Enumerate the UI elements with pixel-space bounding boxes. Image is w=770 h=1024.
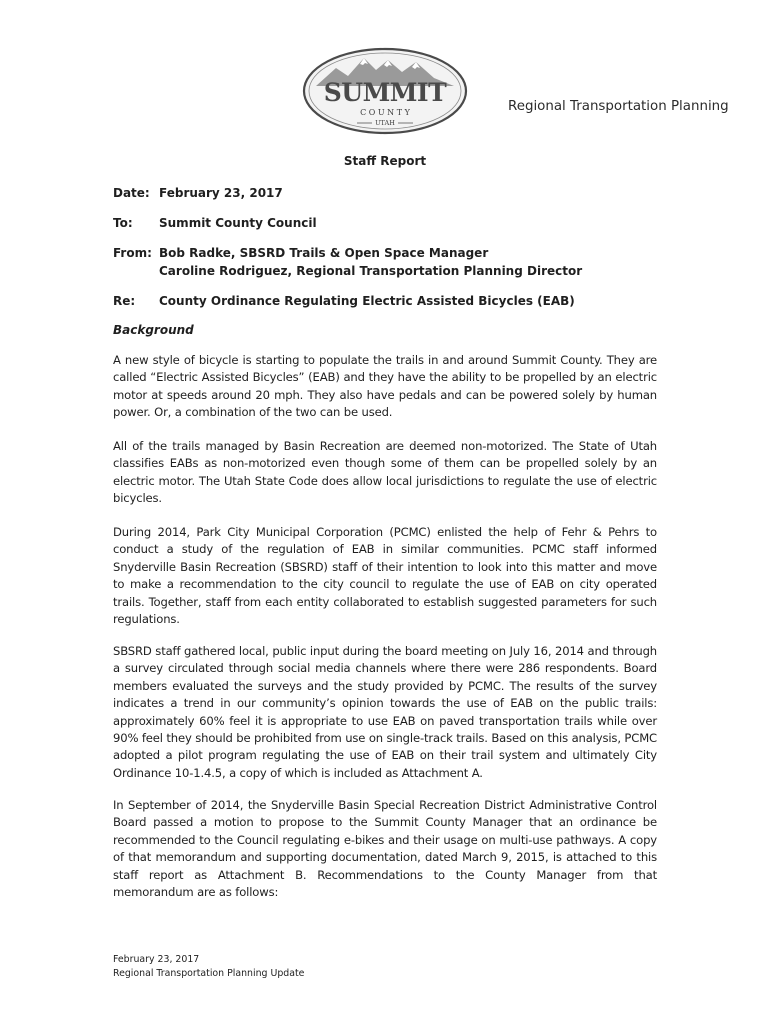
re-label: Re: xyxy=(113,294,136,308)
memo-to-row xyxy=(113,214,317,232)
date-label: Date: xyxy=(113,186,150,200)
logo-county: C O U N T Y xyxy=(360,108,410,117)
to-value: Summit County Council xyxy=(159,216,317,230)
department-title: Regional Transportation Planning xyxy=(508,99,729,114)
from-value-2: Caroline Rodriguez, Regional Transportation Planning Director xyxy=(159,264,583,278)
re-value: County Ordinance Regulating Electric Assisted Bicycles (EAB) xyxy=(159,294,575,308)
logo-wordmark: SUMMIT xyxy=(323,78,447,107)
paragraph-2: All of the trails managed by Basin Recreation are deemed non-motorized. The State of Utah classifies EABs as non-motorized even though some of them can be propelled solely by an electric motor. The Utah State Code does allow local jurisdictions to regulate the use of electric bicycles. xyxy=(113,439,657,506)
from-label: From: xyxy=(113,246,152,260)
footer-title: Regional Transportation Planning Update xyxy=(113,968,305,979)
paragraph-4: SBSRD staff gathered local, public input during the board meeting on July 16, 2014 and through a survey circulated through social media channels where there were 286 respondents. Board members evaluated the surveys and the study provided by PCMC. The results of the survey indicates a trend in our community’s opinion towards the use of EAB on the public trails: approximately 60% feel it is appropriate to use EAB on paved transportation trails while over 90% feel they should be prohibited from use on single-track trails. Based on this analysis, PCMC adopted a pilot program regulating the use of EAB on their trail system and ultimately City Ordinance 10-1.4.5, a copy of which is included as Attachment A. xyxy=(113,644,657,780)
mountain-logo-icon xyxy=(302,46,468,136)
report-title: Staff Report xyxy=(343,154,427,168)
paragraph-5: In September of 2014, the Snyderville Basin Special Recreation District Administrative Control Board passed a motion to propose to the Summit County Manager that an ordinance be recommended to the Council regulating e-bikes and their usage on multi-use pathways. A copy of that memorandum and supporting documentation, dated March 9, 2015, is attached to this staff report as Attachment B. Recommendations to the County Manager from that memorandum are as follows: xyxy=(113,798,657,900)
from-value-1: Bob Radke, SBSRD Trails & Open Space Manager xyxy=(159,246,489,260)
date-value: February 23, 2017 xyxy=(159,186,283,200)
paragraph-1: A new style of bicycle is starting to populate the trails in and around Summit County. They are called “Electric Assisted Bicycles” (EAB) and they have the ability to be propelled by an electric motor at speeds around 20 mph. They also have pedals and can be powered solely by human power. Or, a combination of the two can be used. xyxy=(113,353,657,420)
logo-state: UTAH xyxy=(375,119,395,127)
memo-date-row xyxy=(113,184,283,202)
paragraph-3: During 2014, Park City Municipal Corporation (PCMC) enlisted the help of Fehr & Pehrs to conduct a study of the regulation of EAB in similar communities. PCMC staff informed Snyderville Basin Recreation (SBSRD) staff of their intention to look into this matter and move to make a recommendation to the city council to regulate the use of EAB on city operated trails. Together, staff from each entity collaborated to establish suggested parameters for such regulations. xyxy=(113,525,657,627)
to-label: To: xyxy=(113,216,133,230)
section-heading-background: Background xyxy=(113,323,194,337)
memo-re-row xyxy=(113,292,575,310)
page-footer xyxy=(113,953,304,981)
footer-date: February 23, 2017 xyxy=(113,954,200,965)
memo-from-row xyxy=(113,244,582,280)
summit-county-logo xyxy=(302,46,468,136)
